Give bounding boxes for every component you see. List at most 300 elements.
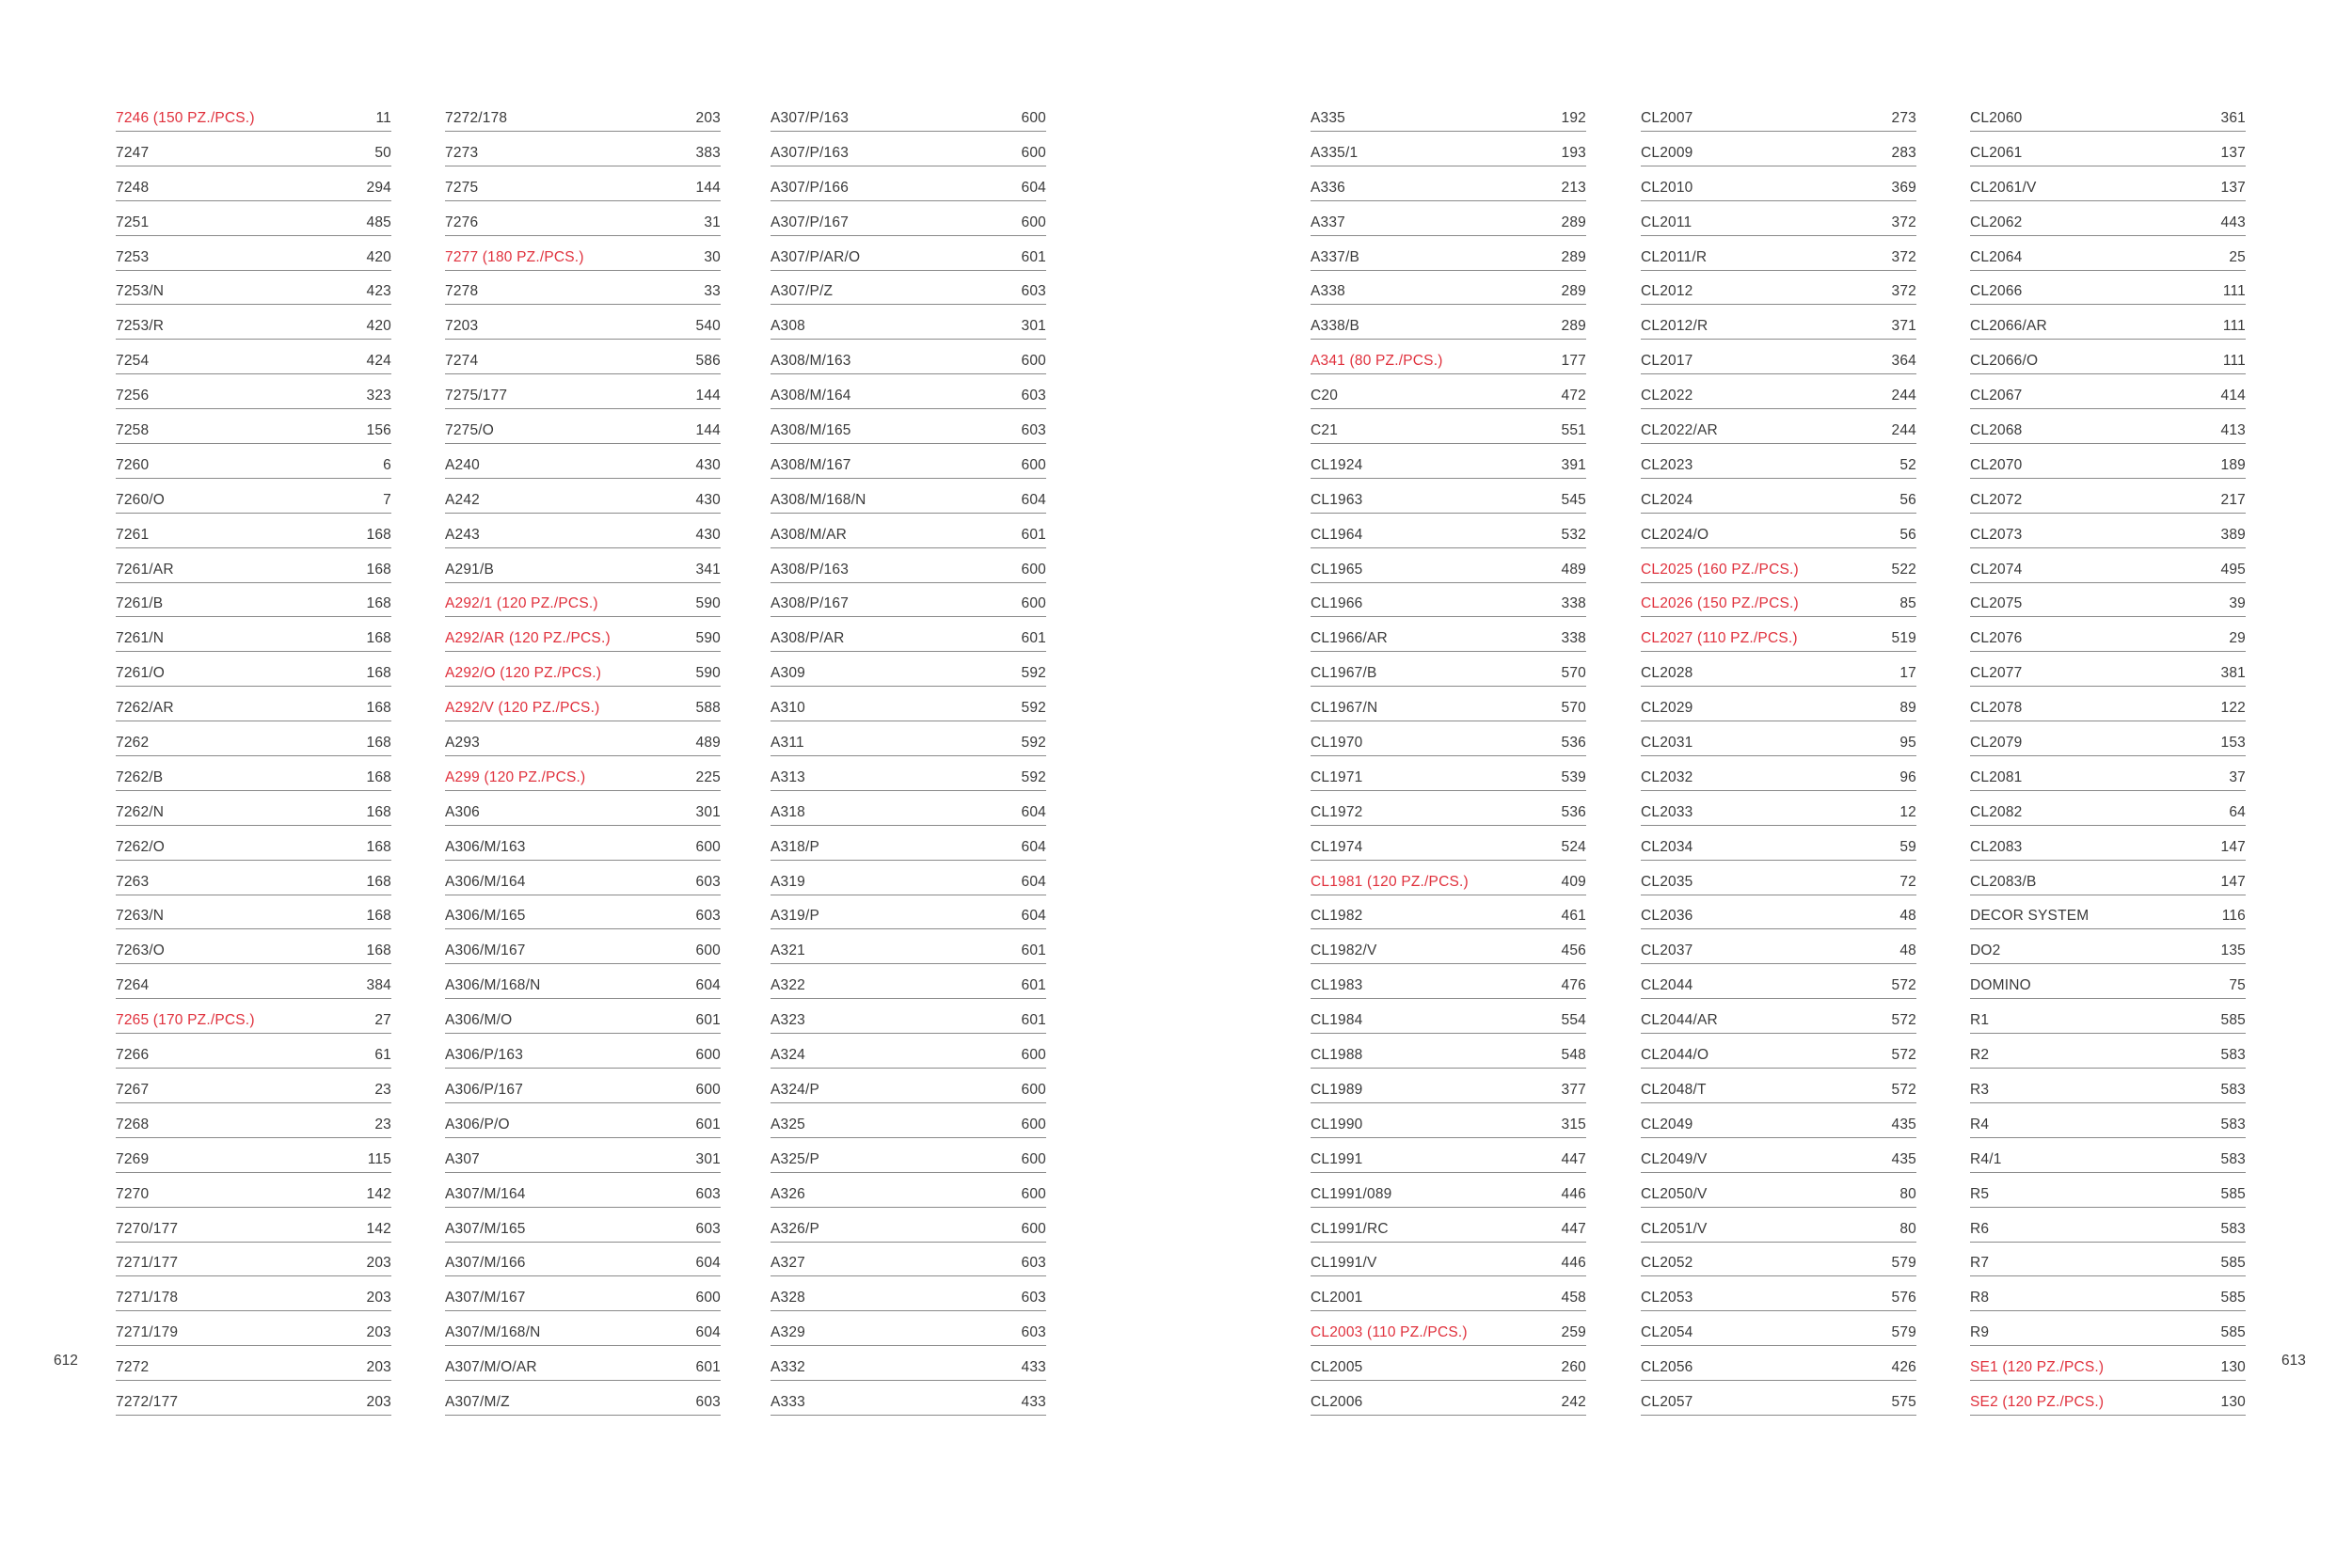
page-reference: 371 bbox=[1891, 318, 1916, 335]
page-reference: 414 bbox=[2220, 388, 2246, 404]
product-code: R5 bbox=[1970, 1185, 1990, 1202]
product-code: CL2081 bbox=[1970, 768, 2023, 785]
page-reference: 601 bbox=[1021, 977, 1046, 994]
page-reference: 604 bbox=[1021, 908, 1046, 925]
index-row bbox=[445, 827, 721, 861]
index-row bbox=[116, 341, 391, 374]
index-row bbox=[1311, 375, 1586, 409]
page-reference: 168 bbox=[366, 803, 391, 820]
index-row bbox=[1641, 1347, 1916, 1381]
page-reference: 592 bbox=[1021, 700, 1046, 717]
index-row bbox=[1970, 618, 2246, 652]
product-code: 7277 (180 PZ./PCS.) bbox=[445, 248, 584, 265]
index-row bbox=[1970, 757, 2246, 791]
product-code: A292/V (120 PZ./PCS.) bbox=[445, 700, 600, 717]
product-code: CL2025 (160 PZ./PCS.) bbox=[1641, 561, 1799, 578]
index-row bbox=[116, 1243, 391, 1276]
product-code: A325 bbox=[771, 1116, 805, 1132]
product-code: A307/M/167 bbox=[445, 1290, 526, 1307]
product-code: CL2061 bbox=[1970, 144, 2023, 161]
page-reference: 603 bbox=[695, 873, 721, 890]
page-reference: 572 bbox=[1891, 1081, 1916, 1098]
page-reference: 600 bbox=[695, 838, 721, 855]
index-row bbox=[771, 688, 1046, 721]
page-reference: 495 bbox=[2220, 561, 2246, 578]
product-code: A306/M/167 bbox=[445, 942, 526, 959]
page-reference: 583 bbox=[2220, 1047, 2246, 1064]
index-row bbox=[1970, 549, 2246, 583]
product-code: CL2044/AR bbox=[1641, 1012, 1718, 1029]
page-reference: 144 bbox=[695, 388, 721, 404]
page-reference: 142 bbox=[366, 1185, 391, 1202]
product-code: A306/M/165 bbox=[445, 908, 526, 925]
page-reference: 17 bbox=[1899, 665, 1916, 682]
page-reference: 203 bbox=[366, 1290, 391, 1307]
index-row bbox=[1970, 445, 2246, 479]
page-reference: 323 bbox=[366, 388, 391, 404]
product-code: 7275/O bbox=[445, 422, 495, 439]
index-row bbox=[1970, 1312, 2246, 1346]
product-code: CL2034 bbox=[1641, 838, 1693, 855]
index-row bbox=[1970, 1000, 2246, 1034]
index-row bbox=[116, 1312, 391, 1346]
page-reference: 485 bbox=[366, 214, 391, 230]
page-reference: 391 bbox=[1561, 456, 1586, 473]
index-row bbox=[116, 688, 391, 721]
product-code: A292/AR (120 PZ./PCS.) bbox=[445, 630, 611, 647]
index-column-1 bbox=[116, 98, 391, 1417]
product-code: CL2011 bbox=[1641, 214, 1692, 230]
index-row bbox=[445, 515, 721, 548]
product-code: A307/M/165 bbox=[445, 1220, 526, 1237]
page-reference: 95 bbox=[1899, 735, 1916, 752]
index-row bbox=[1641, 1069, 1916, 1103]
product-code: CL1981 (120 PZ./PCS.) bbox=[1311, 873, 1469, 890]
index-row bbox=[116, 1035, 391, 1069]
product-code: R4/1 bbox=[1970, 1150, 2002, 1167]
index-row bbox=[445, 410, 721, 444]
page-reference: 301 bbox=[1021, 318, 1046, 335]
page-reference: 135 bbox=[2220, 942, 2246, 959]
page-reference: 137 bbox=[2220, 179, 2246, 196]
product-code: A307/M/164 bbox=[445, 1185, 526, 1202]
page-reference: 168 bbox=[366, 735, 391, 752]
index-row bbox=[771, 1312, 1046, 1346]
product-code: CL1989 bbox=[1311, 1081, 1363, 1098]
index-row bbox=[771, 410, 1046, 444]
page-reference: 600 bbox=[1021, 353, 1046, 370]
product-code: R8 bbox=[1970, 1290, 1990, 1307]
index-row bbox=[1641, 827, 1916, 861]
page-reference: 301 bbox=[695, 1150, 721, 1167]
product-code: A318/P bbox=[771, 838, 820, 855]
index-row bbox=[1311, 341, 1586, 374]
product-code: A306/P/163 bbox=[445, 1047, 524, 1064]
index-row bbox=[1311, 1277, 1586, 1311]
page-reference: 153 bbox=[2220, 735, 2246, 752]
index-row bbox=[445, 1243, 721, 1276]
product-code: 7251 bbox=[116, 214, 150, 230]
product-code: 7263/O bbox=[116, 942, 166, 959]
product-code: CL2054 bbox=[1641, 1324, 1693, 1341]
page-reference: 33 bbox=[704, 283, 721, 300]
index-row bbox=[771, 1139, 1046, 1173]
page-reference: 604 bbox=[1021, 179, 1046, 196]
index-row bbox=[1970, 1104, 2246, 1138]
page-reference: 369 bbox=[1891, 179, 1916, 196]
product-code: 7272/177 bbox=[116, 1393, 179, 1410]
product-code: A338/B bbox=[1311, 318, 1360, 335]
product-code: R3 bbox=[1970, 1081, 1990, 1098]
page-reference: 203 bbox=[695, 110, 721, 126]
product-code: A307/P/163 bbox=[771, 110, 850, 126]
product-code: CL2017 bbox=[1641, 353, 1693, 370]
page-reference: 590 bbox=[695, 630, 721, 647]
index-row bbox=[1641, 583, 1916, 617]
page-reference: 7 bbox=[383, 491, 391, 508]
index-row bbox=[116, 306, 391, 340]
product-code: CL2026 (150 PZ./PCS.) bbox=[1641, 595, 1799, 612]
page-reference: 423 bbox=[366, 283, 391, 300]
product-code: CL1991/089 bbox=[1311, 1185, 1392, 1202]
page-reference: 372 bbox=[1891, 214, 1916, 230]
product-code: 7262/O bbox=[116, 838, 166, 855]
page-reference: 590 bbox=[695, 595, 721, 612]
index-row bbox=[771, 1277, 1046, 1311]
index-row bbox=[771, 1174, 1046, 1208]
page-reference: 289 bbox=[1561, 283, 1586, 300]
product-code: CL2011/R bbox=[1641, 248, 1708, 265]
product-code: A307/P/163 bbox=[771, 144, 850, 161]
page-reference: 585 bbox=[2220, 1324, 2246, 1341]
product-code: A328 bbox=[771, 1290, 805, 1307]
product-code: A307/P/AR/O bbox=[771, 248, 861, 265]
index-row bbox=[1641, 306, 1916, 340]
page-reference: 244 bbox=[1891, 388, 1916, 404]
product-code: CL2024/O bbox=[1641, 526, 1709, 543]
index-row bbox=[445, 237, 721, 271]
index-row bbox=[116, 1174, 391, 1208]
page-reference: 583 bbox=[2220, 1116, 2246, 1132]
page-reference: 603 bbox=[695, 1185, 721, 1202]
page-reference: 600 bbox=[1021, 214, 1046, 230]
index-row bbox=[1970, 515, 2246, 548]
product-code: 7261 bbox=[116, 526, 150, 543]
index-row bbox=[771, 1209, 1046, 1243]
product-code: A335 bbox=[1311, 110, 1345, 126]
product-code: CL2022 bbox=[1641, 388, 1693, 404]
page-reference: 588 bbox=[695, 700, 721, 717]
page-reference: 39 bbox=[2229, 595, 2246, 612]
product-code: CL2007 bbox=[1641, 110, 1693, 126]
index-row bbox=[1641, 1209, 1916, 1243]
page-reference: 137 bbox=[2220, 144, 2246, 161]
index-row bbox=[771, 1000, 1046, 1034]
page-reference: 601 bbox=[695, 1012, 721, 1029]
product-code: A310 bbox=[771, 700, 805, 717]
index-row bbox=[1311, 895, 1586, 929]
product-code: CL2073 bbox=[1970, 526, 2023, 543]
product-code: 7271/177 bbox=[116, 1255, 179, 1272]
index-row bbox=[1970, 1139, 2246, 1173]
page-reference: 31 bbox=[704, 214, 721, 230]
index-row bbox=[445, 1069, 721, 1103]
page-reference: 592 bbox=[1021, 735, 1046, 752]
page-reference: 600 bbox=[695, 1290, 721, 1307]
index-row bbox=[1311, 237, 1586, 271]
index-row bbox=[116, 133, 391, 166]
product-code: A308/M/163 bbox=[771, 353, 851, 370]
index-row bbox=[1970, 410, 2246, 444]
product-code: A311 bbox=[771, 735, 804, 752]
product-code: 7278 bbox=[445, 283, 479, 300]
page-reference: 600 bbox=[1021, 110, 1046, 126]
page-reference: 23 bbox=[374, 1116, 391, 1132]
product-code: A324/P bbox=[771, 1081, 820, 1098]
page-reference: 585 bbox=[2220, 1255, 2246, 1272]
product-code: CL2056 bbox=[1641, 1359, 1693, 1376]
product-code: A306 bbox=[445, 803, 480, 820]
product-code: CL1967/N bbox=[1311, 700, 1378, 717]
page-reference: 289 bbox=[1561, 248, 1586, 265]
index-row bbox=[1641, 1382, 1916, 1416]
index-row bbox=[1311, 965, 1586, 999]
page-reference: 189 bbox=[2220, 456, 2246, 473]
page-reference: 472 bbox=[1561, 388, 1586, 404]
product-code: CL2057 bbox=[1641, 1393, 1693, 1410]
product-code: DECOR SYSTEM bbox=[1970, 908, 2090, 925]
index-row bbox=[1311, 445, 1586, 479]
page-reference: 600 bbox=[1021, 1150, 1046, 1167]
product-code: 7275/177 bbox=[445, 388, 508, 404]
index-row bbox=[445, 722, 721, 756]
page-reference: 315 bbox=[1561, 1116, 1586, 1132]
index-row bbox=[116, 722, 391, 756]
product-code: A319 bbox=[771, 873, 805, 890]
index-row bbox=[1641, 895, 1916, 929]
index-row bbox=[1970, 1069, 2246, 1103]
index-row bbox=[116, 930, 391, 964]
index-row bbox=[1641, 722, 1916, 756]
page-reference: 524 bbox=[1561, 838, 1586, 855]
product-code: 7262/N bbox=[116, 803, 165, 820]
product-code: A327 bbox=[771, 1255, 805, 1272]
product-code: 7275 bbox=[445, 179, 479, 196]
product-code: CL2050/V bbox=[1641, 1185, 1708, 1202]
product-code: 7272/178 bbox=[445, 110, 508, 126]
page-reference: 601 bbox=[695, 1359, 721, 1376]
product-code: CL1964 bbox=[1311, 526, 1363, 543]
index-row bbox=[1311, 653, 1586, 687]
product-code: CL2035 bbox=[1641, 873, 1693, 890]
product-code: CL1984 bbox=[1311, 1012, 1363, 1029]
page-reference: 384 bbox=[366, 977, 391, 994]
page-reference: 603 bbox=[1021, 1290, 1046, 1307]
index-row bbox=[445, 862, 721, 895]
index-row bbox=[771, 653, 1046, 687]
page-reference: 203 bbox=[366, 1255, 391, 1272]
product-code: A341 (80 PZ./PCS.) bbox=[1311, 353, 1443, 370]
index-row bbox=[1311, 1312, 1586, 1346]
product-code: A308/P/167 bbox=[771, 595, 850, 612]
product-code: CL1991/V bbox=[1311, 1255, 1377, 1272]
product-code: A306/M/163 bbox=[445, 838, 526, 855]
product-code: A308/M/AR bbox=[771, 526, 848, 543]
index-row bbox=[1311, 583, 1586, 617]
page-reference: 600 bbox=[1021, 595, 1046, 612]
page-reference: 413 bbox=[2220, 422, 2246, 439]
page-reference: 389 bbox=[2220, 526, 2246, 543]
index-row bbox=[771, 1347, 1046, 1381]
index-row bbox=[1311, 1174, 1586, 1208]
page-reference: 600 bbox=[695, 1047, 721, 1064]
index-row bbox=[445, 653, 721, 687]
product-code: 7203 bbox=[445, 318, 479, 335]
product-code: CL2079 bbox=[1970, 735, 2023, 752]
product-code: 7276 bbox=[445, 214, 479, 230]
page-reference: 168 bbox=[366, 838, 391, 855]
product-code: CL2009 bbox=[1641, 144, 1693, 161]
page-number-left: 612 bbox=[54, 1353, 78, 1369]
page-reference: 168 bbox=[366, 561, 391, 578]
page-reference: 56 bbox=[1899, 491, 1916, 508]
index-row bbox=[445, 1382, 721, 1416]
product-code: CL1982 bbox=[1311, 908, 1363, 925]
index-row bbox=[1311, 1069, 1586, 1103]
index-row bbox=[1970, 895, 2246, 929]
index-row bbox=[1311, 1209, 1586, 1243]
product-code: 7264 bbox=[116, 977, 150, 994]
index-row bbox=[445, 965, 721, 999]
page-reference: 168 bbox=[366, 908, 391, 925]
index-row bbox=[445, 1209, 721, 1243]
product-code: A306/M/168/N bbox=[445, 977, 541, 994]
product-code: A307 bbox=[445, 1150, 480, 1167]
product-code: 7248 bbox=[116, 179, 150, 196]
product-code: 7261/B bbox=[116, 595, 164, 612]
page-reference: 585 bbox=[2220, 1012, 2246, 1029]
index-row bbox=[445, 306, 721, 340]
page-reference: 600 bbox=[1021, 1116, 1046, 1132]
index-row bbox=[1970, 583, 2246, 617]
page-reference: 11 bbox=[375, 110, 391, 126]
index-row bbox=[1970, 202, 2246, 236]
page-reference: 30 bbox=[704, 248, 721, 265]
page-reference: 29 bbox=[2229, 630, 2246, 647]
page-reference: 147 bbox=[2220, 838, 2246, 855]
index-row bbox=[1311, 862, 1586, 895]
page-reference: 203 bbox=[366, 1359, 391, 1376]
page-reference: 168 bbox=[366, 630, 391, 647]
index-row bbox=[771, 98, 1046, 132]
page-reference: 192 bbox=[1561, 110, 1586, 126]
page-reference: 443 bbox=[2220, 214, 2246, 230]
page-reference: 476 bbox=[1561, 977, 1586, 994]
index-row bbox=[116, 895, 391, 929]
product-code: A306/P/167 bbox=[445, 1081, 524, 1098]
page-reference: 244 bbox=[1891, 422, 1916, 439]
product-code: A299 (120 PZ./PCS.) bbox=[445, 768, 586, 785]
index-row bbox=[1641, 862, 1916, 895]
page-reference: 61 bbox=[374, 1047, 391, 1064]
page-reference: 603 bbox=[1021, 283, 1046, 300]
index-column-2 bbox=[445, 98, 721, 1417]
index-row bbox=[116, 862, 391, 895]
page-reference: 111 bbox=[2222, 353, 2246, 370]
page-reference: 147 bbox=[2220, 873, 2246, 890]
product-code: A291/B bbox=[445, 561, 495, 578]
index-row bbox=[1641, 237, 1916, 271]
page-reference: 56 bbox=[1899, 526, 1916, 543]
index-row bbox=[1970, 653, 2246, 687]
index-row bbox=[1311, 202, 1586, 236]
page-reference: 603 bbox=[695, 908, 721, 925]
index-row bbox=[771, 827, 1046, 861]
page-reference: 168 bbox=[366, 526, 391, 543]
page-reference: 142 bbox=[366, 1220, 391, 1237]
page-reference: 600 bbox=[1021, 561, 1046, 578]
page-reference: 116 bbox=[2221, 908, 2246, 925]
index-row bbox=[771, 167, 1046, 201]
page-reference: 25 bbox=[2229, 248, 2246, 265]
product-code: 7273 bbox=[445, 144, 479, 161]
index-row bbox=[771, 722, 1046, 756]
page-reference: 585 bbox=[2220, 1290, 2246, 1307]
page-reference: 283 bbox=[1891, 144, 1916, 161]
page-reference: 364 bbox=[1891, 353, 1916, 370]
index-row bbox=[771, 1382, 1046, 1416]
page-reference: 604 bbox=[695, 977, 721, 994]
page-reference: 72 bbox=[1899, 873, 1916, 890]
page-reference: 603 bbox=[695, 1393, 721, 1410]
index-row bbox=[1641, 375, 1916, 409]
index-row bbox=[1311, 1243, 1586, 1276]
page-reference: 590 bbox=[695, 665, 721, 682]
index-row bbox=[771, 1069, 1046, 1103]
page-reference: 273 bbox=[1891, 110, 1916, 126]
product-code: CL1988 bbox=[1311, 1047, 1363, 1064]
page-reference: 289 bbox=[1561, 214, 1586, 230]
page-reference: 489 bbox=[1561, 561, 1586, 578]
product-code: CL2048/T bbox=[1641, 1081, 1707, 1098]
product-code: 7261/O bbox=[116, 665, 166, 682]
index-row bbox=[771, 341, 1046, 374]
index-row bbox=[1641, 965, 1916, 999]
index-row bbox=[445, 688, 721, 721]
product-code: 7253/N bbox=[116, 283, 165, 300]
index-row bbox=[1970, 98, 2246, 132]
page-reference: 536 bbox=[1561, 803, 1586, 820]
product-code: A306/M/O bbox=[445, 1012, 513, 1029]
index-row bbox=[1970, 133, 2246, 166]
product-code: CL2062 bbox=[1970, 214, 2023, 230]
index-row bbox=[771, 515, 1046, 548]
index-row bbox=[1970, 306, 2246, 340]
page-reference: 579 bbox=[1891, 1255, 1916, 1272]
product-code: CL1966 bbox=[1311, 595, 1363, 612]
product-code: CL2031 bbox=[1641, 735, 1693, 752]
page-reference: 377 bbox=[1561, 1081, 1586, 1098]
index-row bbox=[1970, 827, 2246, 861]
page-reference: 130 bbox=[2220, 1393, 2246, 1410]
product-code: CL1972 bbox=[1311, 803, 1363, 820]
page-reference: 536 bbox=[1561, 735, 1586, 752]
product-code: R6 bbox=[1970, 1220, 1990, 1237]
product-code: CL2022/AR bbox=[1641, 422, 1718, 439]
index-row bbox=[1311, 618, 1586, 652]
product-code: CL2083/B bbox=[1970, 873, 2037, 890]
index-row bbox=[1641, 1139, 1916, 1173]
